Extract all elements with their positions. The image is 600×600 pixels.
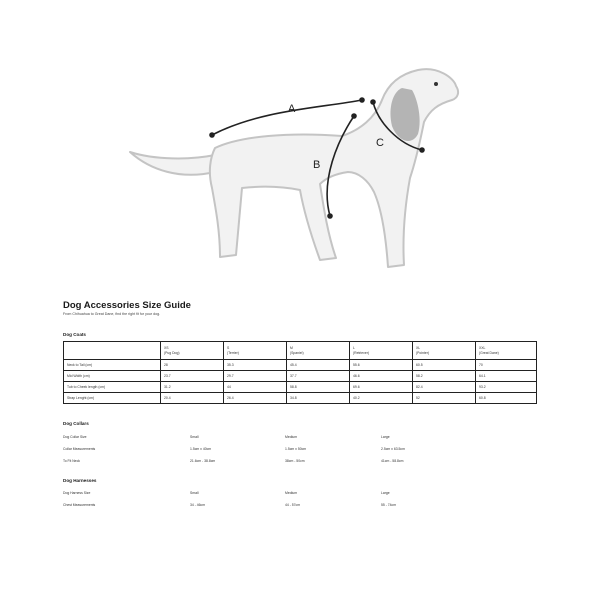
- coats-header-cell: L (Retriever): [350, 342, 413, 360]
- coats-header-cell: [64, 342, 161, 360]
- harnesses-cell: 34 - 46cm: [190, 503, 206, 507]
- coats-header-cell: XS (Pug Dog): [161, 342, 224, 360]
- collars-cell: 2.5cm x 63.5cm: [381, 447, 405, 451]
- measure-a: [209, 97, 365, 138]
- table-cell: 20.4: [161, 393, 224, 404]
- table-cell: 60.8: [476, 393, 537, 404]
- measure-b-label: B: [313, 159, 321, 171]
- measure-c-label: C: [376, 137, 384, 149]
- table-cell: Tub to Cheek length (cm): [64, 382, 161, 393]
- collars-cell: 38cm - 50cm: [285, 459, 305, 463]
- table-cell: 52: [413, 393, 476, 404]
- collars-row: [63, 447, 463, 452]
- harnesses-row: [63, 491, 463, 496]
- table-cell: 55.6: [350, 360, 413, 371]
- table-cell: 23.7: [161, 371, 224, 382]
- table-cell: 28: [161, 360, 224, 371]
- collars-cell: To Fit Neck: [63, 459, 80, 463]
- collars-cell: Large: [381, 435, 390, 439]
- collars-row: [63, 459, 463, 464]
- collars-cell: 1.5cm x 50cm: [285, 447, 307, 451]
- table-cell: Strap Lenght (cm): [64, 393, 161, 404]
- table-cell: 58.2: [413, 371, 476, 382]
- collars-row: [63, 435, 463, 440]
- collars-cell: Small: [190, 435, 199, 439]
- harnesses-cell: 55 - 74cm: [381, 503, 397, 507]
- collars-section-title: Dog Collars: [63, 421, 89, 426]
- guide-subtitle: From Chihuahua to Great Dane, find the right fit for your dog.: [63, 312, 161, 316]
- harnesses-cell: Medium: [285, 491, 298, 495]
- table-cell: 35.3: [224, 360, 287, 371]
- table-cell: 40.2: [350, 393, 413, 404]
- collars-cell: 41cm - 58.8cm: [381, 459, 404, 463]
- table-cell: 93.2: [476, 382, 537, 393]
- harnesses-section-title: Dog Harnesses: [63, 478, 97, 483]
- coats-table: [63, 341, 537, 404]
- collars-cell: Medium: [285, 435, 298, 439]
- table-cell: 64.1: [476, 371, 537, 382]
- table-cell: 58.8: [287, 382, 350, 393]
- table-cell: 82.4: [413, 382, 476, 393]
- guide-title: Dog Accessories Size Guide: [63, 300, 191, 311]
- harnesses-cell: Chest Measurements: [63, 503, 96, 507]
- table-cell: 60.5: [413, 360, 476, 371]
- harnesses-cell: Dog Harness Size: [63, 491, 91, 495]
- table-cell: 70: [476, 360, 537, 371]
- collars-cell: 21.6cm - 38.8cm: [190, 459, 216, 463]
- collars-cell: 1.5cm x 40cm: [190, 447, 212, 451]
- table-row: [64, 393, 537, 404]
- table-cell: 26.4: [224, 393, 287, 404]
- table-cell: 46.6: [350, 371, 413, 382]
- measure-a-label: A: [288, 103, 296, 115]
- table-cell: 31.2: [161, 382, 224, 393]
- dog-eye: [434, 82, 438, 86]
- table-cell: Mid Width (cm): [64, 371, 161, 382]
- harnesses-row: [63, 503, 463, 508]
- collars-cell: Dog Collar Size: [63, 435, 87, 439]
- coats-header-cell: XL (Pointer): [413, 342, 476, 360]
- harnesses-cell: Large: [381, 491, 390, 495]
- table-cell: Neck to Tail (cm): [64, 360, 161, 371]
- harnesses-cell: Small: [190, 491, 199, 495]
- table-cell: 34.8: [287, 393, 350, 404]
- collars-cell: Collar Measurements: [63, 447, 96, 451]
- table-cell: 44: [224, 382, 287, 393]
- coats-header-cell: XXL (Great Dane): [476, 342, 537, 360]
- coats-header-cell: M (Spaniel): [287, 342, 350, 360]
- table-row: [64, 360, 537, 371]
- harnesses-cell: 44 - 57cm: [285, 503, 301, 507]
- table-cell: 45.4: [287, 360, 350, 371]
- table-cell: 69.6: [350, 382, 413, 393]
- coats-header-cell: S (Terrier): [224, 342, 287, 360]
- table-cell: 29.7: [224, 371, 287, 382]
- table-cell: 37.7: [287, 371, 350, 382]
- dog-illustration: [120, 60, 480, 280]
- table-row: [64, 382, 537, 393]
- coats-section-title: Dog Coats: [63, 332, 86, 337]
- table-row: [64, 371, 537, 382]
- coats-header-row: [64, 342, 537, 360]
